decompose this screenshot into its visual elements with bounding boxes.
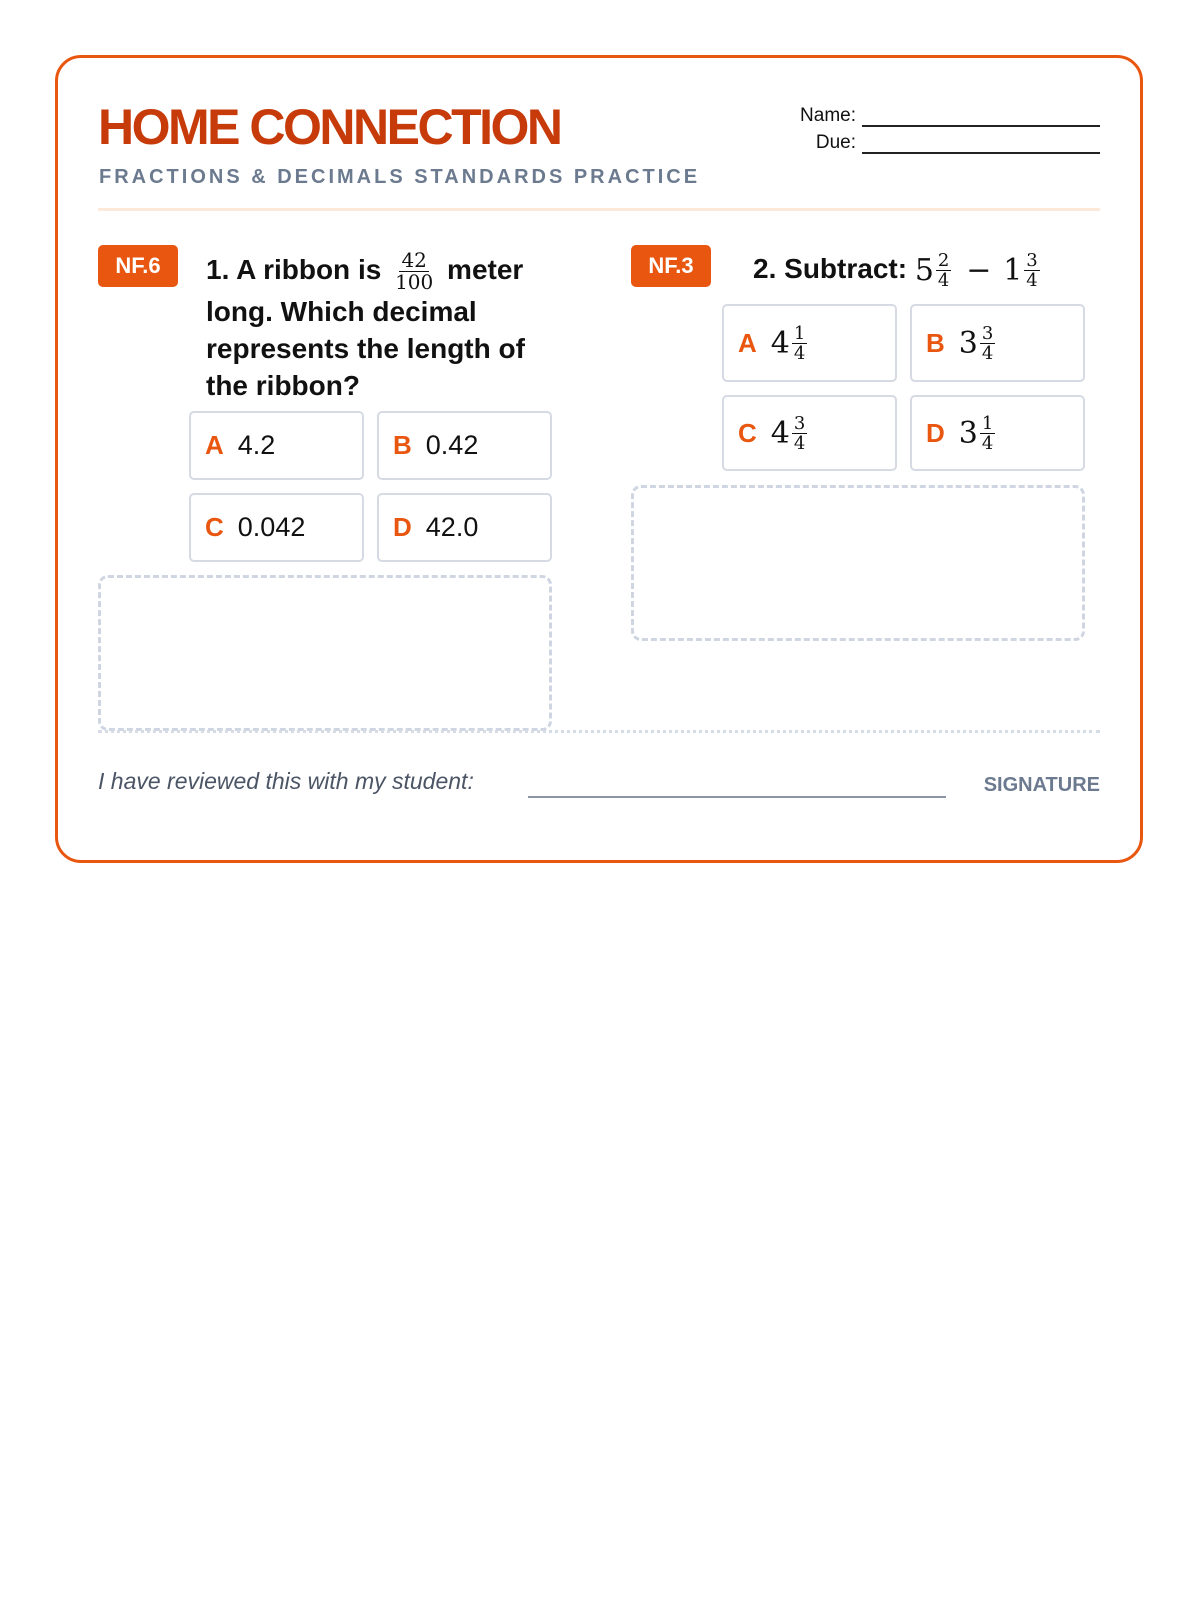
fraction-numerator: 2 [937, 250, 950, 271]
standard-badge-nf6: NF.6 [98, 245, 178, 287]
choice-letter: B [393, 430, 412, 460]
fraction-denominator: 100 [395, 270, 434, 294]
choice-letter: B [926, 327, 945, 358]
choice-mixed-number [959, 414, 998, 453]
due-field[interactable] [862, 134, 1100, 154]
choice-value: 0.042 [237, 512, 306, 542]
expression-term-b [1003, 250, 1042, 291]
mixed-whole: 3 [958, 325, 978, 361]
question-2-prompt: Subtract: [784, 253, 908, 284]
choice-mixed-number [771, 414, 810, 453]
mixed-whole: 3 [958, 415, 978, 451]
choice-letter: A [738, 327, 757, 358]
mixed-fraction [792, 324, 807, 363]
q1-choice-a[interactable] [189, 411, 364, 480]
choice-letter: A [205, 430, 224, 460]
q1-choice-c[interactable] [189, 493, 364, 562]
choice-value: 0.42 [425, 430, 479, 460]
q2-choice-a[interactable] [722, 304, 897, 382]
signature-field[interactable] [528, 796, 946, 798]
choice-value: 42.0 [425, 512, 479, 542]
q2-choice-d[interactable] [910, 395, 1085, 471]
question-1-text-after: meter long. Which decimal represents the length of the ribbon? [206, 253, 525, 401]
mixed-whole: 1 [1003, 253, 1023, 288]
due-label: Due: [815, 132, 856, 153]
mixed-fraction [936, 251, 951, 290]
fraction-numerator: 42 [401, 248, 427, 272]
signature-caption: SIGNATURE [983, 774, 1100, 796]
footer-divider [98, 730, 1100, 733]
page-title: HOME CONNECTION [98, 99, 561, 155]
minus-operator: − [966, 253, 992, 289]
fraction-denominator: 4 [981, 432, 994, 454]
fraction-numerator: 3 [981, 322, 994, 344]
choice-mixed-number [959, 324, 998, 363]
q1-work-area[interactable] [98, 575, 552, 731]
mixed-fraction [1024, 251, 1039, 290]
mixed-fraction [792, 414, 807, 453]
name-field[interactable] [862, 107, 1100, 127]
mixed-whole: 5 [914, 253, 934, 288]
name-label: Name: [800, 105, 856, 126]
q1-choice-b[interactable] [377, 411, 552, 480]
choice-letter: D [926, 417, 945, 448]
fraction-denominator: 4 [981, 342, 994, 364]
choice-letter: C [738, 417, 757, 448]
fraction-denominator: 4 [1026, 270, 1038, 291]
q2-work-area[interactable] [631, 485, 1085, 641]
fraction-numerator: 3 [1026, 250, 1038, 271]
question-1-text [206, 250, 566, 404]
mixed-fraction [980, 414, 995, 453]
home-connection-card [55, 55, 1143, 863]
due-row [800, 127, 1100, 154]
mixed-whole: 4 [770, 415, 790, 451]
expression-term-a [914, 250, 962, 291]
fraction-denominator: 4 [793, 432, 806, 454]
question-1-number: 1. [206, 253, 230, 285]
fraction-denominator: 4 [793, 342, 806, 364]
fraction-numerator: 3 [793, 412, 806, 434]
q1-choice-d[interactable] [377, 493, 552, 562]
q2-choice-b[interactable] [910, 304, 1085, 382]
question-2-text [753, 250, 1113, 290]
choice-mixed-number [771, 324, 810, 363]
fraction-numerator: 1 [981, 412, 994, 434]
review-statement: I have reviewed this with my student: [98, 768, 474, 794]
choice-letter: D [393, 512, 412, 542]
question-1-text-before: A ribbon is [236, 253, 382, 285]
name-due-block [800, 100, 1100, 154]
fraction-numerator: 1 [793, 322, 806, 344]
choice-letter: C [205, 512, 224, 542]
standard-badge-nf3: NF.3 [631, 245, 711, 287]
mixed-whole: 4 [770, 325, 790, 361]
question-2-number: 2. [753, 253, 777, 284]
q2-choice-c[interactable] [722, 395, 897, 471]
question-1-fraction [393, 250, 435, 293]
page-subtitle: FRACTIONS & DECIMALS STANDARDS PRACTICE [99, 166, 701, 188]
mixed-fraction [980, 324, 995, 363]
name-row [800, 100, 1100, 127]
fraction-denominator: 4 [937, 270, 950, 291]
choice-value: 4.2 [237, 430, 276, 460]
header-divider [98, 208, 1100, 211]
